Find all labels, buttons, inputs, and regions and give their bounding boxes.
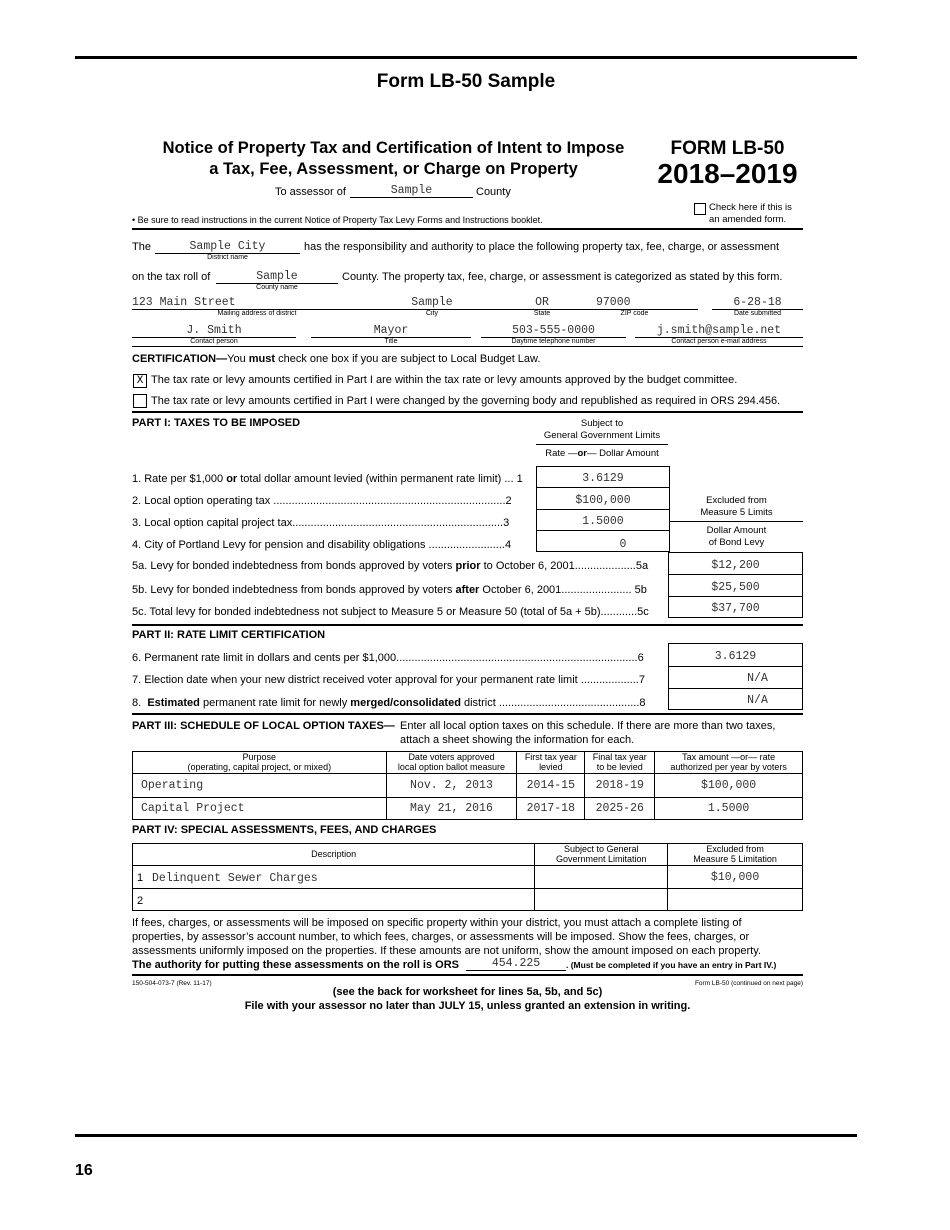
line5a-value[interactable]: $12,200	[711, 559, 760, 572]
line1-label-b: total dollar amount levied (within permanent rate limit) ... 1	[240, 473, 523, 485]
part3-header-first	[517, 752, 585, 774]
title-field[interactable]: Mayor	[311, 324, 471, 338]
zip-caption: ZIP code	[620, 310, 649, 317]
district-name-caption: District name	[207, 254, 248, 261]
part3-row2-amount[interactable]: 1.5000	[655, 798, 803, 820]
email-field[interactable]: j.smith@sample.net	[635, 324, 803, 338]
line5a-label-prior: prior	[455, 560, 481, 572]
part2-rule	[132, 713, 803, 715]
authority-note: . (Must be completed if you have an entry in Part IV.)	[566, 960, 777, 970]
line8-label-b: district ..............................................8	[464, 697, 646, 709]
part1-rule	[132, 624, 803, 626]
certification-must: must	[248, 353, 276, 365]
part1-title: PART I: TAXES TO BE IMPOSED	[132, 417, 301, 429]
part4-header-excluded	[668, 844, 803, 866]
form-code: 150-504-073-7 (Rev. 11-17)	[132, 980, 212, 987]
bottom-rule	[75, 1134, 857, 1137]
part1-excluded-rule	[670, 521, 803, 522]
part4-header-excluded-1: Excluded from	[706, 844, 764, 854]
line8-estimated: Estimated	[147, 697, 200, 709]
line5b-label	[132, 584, 664, 597]
part1-col-rate	[536, 448, 668, 459]
line7-label: 7. Election date when your new district received voter approval for your permanent rate limit ...................7	[132, 674, 645, 686]
line8-merged: merged/consolidated	[350, 697, 461, 709]
form-title-line2: a Tax, Fee, Assessment, or Charge on Property	[209, 160, 578, 178]
footer-line2: File with your assessor no later than JULY 15, unless granted an extension in writing.	[244, 1000, 691, 1012]
line5b-label-after: after	[455, 584, 480, 596]
line8-label	[132, 697, 664, 710]
part3-header-purpose-2: (operating, capital project, or mixed)	[187, 761, 332, 772]
part4-row1-excluded[interactable]: $10,000	[668, 866, 803, 889]
zip-field[interactable]: 97000	[582, 296, 698, 310]
authority-ors-field[interactable]: 454.225	[466, 957, 566, 971]
district-the: The	[132, 241, 151, 253]
part3-row2-first[interactable]: 2017-18	[517, 798, 585, 820]
certification-you: You	[227, 353, 246, 365]
district-rule	[132, 346, 803, 347]
part1-rate-divider	[536, 487, 670, 488]
part4-rule	[132, 974, 803, 976]
part3-row2-purpose[interactable]: Capital Project	[133, 798, 387, 820]
district-name-field[interactable]: Sample City	[155, 240, 300, 254]
table-row	[133, 866, 803, 889]
part3-header-date-1: Date voters approved	[408, 752, 495, 762]
part3-header-final-2: to be levied	[596, 761, 643, 772]
line3-value[interactable]: 1.5000	[582, 515, 624, 528]
part3-header-date-2: local option ballot measure	[397, 761, 505, 772]
certification-option1-text: The tax rate or levy amounts certified in Part I are within the tax rate or levy amounts approved by the budget committee.	[151, 374, 738, 386]
part4-header-subject-2: Government Limitation	[555, 853, 647, 864]
top-rule	[75, 56, 857, 59]
county-name-field[interactable]: Sample	[216, 270, 338, 284]
part1-bond-divider	[668, 574, 803, 575]
table-row	[133, 774, 803, 798]
date-submitted-caption: Date submitted	[733, 310, 782, 317]
part1-rate-divider	[536, 509, 670, 510]
part1-col-excluded-1: Excluded from	[706, 495, 767, 506]
page-heading: Form LB-50 Sample	[376, 71, 556, 92]
part4-title: PART IV: SPECIAL ASSESSMENTS, FEES, AND CHARGES	[132, 824, 437, 836]
part4-header-description: Description	[133, 844, 535, 866]
part3-header-final-1: Final tax year	[592, 752, 647, 762]
title-caption: Title	[384, 338, 398, 345]
part3-header-date	[386, 752, 517, 774]
part4-row2-description-cell	[133, 889, 535, 911]
line5b-value[interactable]: $25,500	[711, 581, 760, 594]
part2-title: PART II: RATE LIMIT CERTIFICATION	[132, 629, 326, 641]
certification-label: CERTIFICATION—	[132, 353, 228, 365]
footer-line1: (see the back for worksheet for lines 5a, 5b, and 5c)	[332, 986, 603, 998]
line5c-value[interactable]: $37,700	[711, 602, 760, 615]
part3-header-amount-2: authorized per year by voters	[670, 761, 787, 772]
part1-bond-divider	[668, 596, 803, 597]
part3-row1-first[interactable]: 2014-15	[517, 774, 585, 798]
line8-value[interactable]: N/A	[747, 694, 768, 707]
line5a-label	[132, 560, 664, 573]
line2-value[interactable]: $100,000	[575, 494, 631, 507]
assessor-county-field[interactable]: Sample	[350, 184, 473, 198]
part1-col-bond-2: of Bond Levy	[708, 537, 765, 548]
email-caption: Contact person e-mail address	[671, 338, 767, 345]
amended-checkbox[interactable]	[694, 203, 706, 215]
part1-col-bond-1: Dollar Amount	[706, 525, 767, 536]
form-id: FORM LB-50	[670, 138, 785, 159]
table-row	[133, 889, 803, 911]
line5b-label-b: October 6, 2001....................... 5b	[482, 584, 647, 596]
part4-header-excluded-2: Measure 5 Limitation	[693, 853, 777, 864]
part1-col-rate-b: — Dollar Amount	[586, 448, 659, 459]
part3-row1-purpose[interactable]: Operating	[133, 774, 387, 798]
table-row	[133, 798, 803, 820]
amended-label-2: an amended form.	[709, 214, 787, 225]
mailing-address-caption: Mailing address of district	[217, 310, 297, 317]
local-option-taxes-table	[132, 751, 803, 820]
line3-label: 3. Local option capital project tax.....................................................................3	[132, 517, 510, 529]
line4-label: 4. City of Portland Levy for pension and disability obligations .........................4	[132, 539, 512, 551]
part3-header-amount-1: Tax amount —or— rate	[682, 752, 776, 762]
header-rule	[132, 228, 803, 230]
contact-person-caption: Contact person	[190, 338, 238, 345]
line8-label-a: permanent rate limit for newly	[202, 697, 348, 709]
mailing-address-field[interactable]: 123 Main Street	[132, 296, 362, 310]
part4-header-subject	[535, 844, 668, 866]
phone-caption: Daytime telephone number	[511, 338, 596, 345]
page-number: 16	[75, 1162, 93, 1179]
instructions-note: • Be sure to read instructions in the current Notice of Property Tax Levy Forms and Instructions booklet.	[132, 215, 543, 225]
line6-label: 6. Permanent rate limit in dollars and cents per $1,000...............................................................................6	[132, 652, 644, 664]
line1-value[interactable]: 3.6129	[582, 472, 624, 485]
part4-row1-description[interactable]: Delinquent Sewer Charges	[152, 872, 318, 885]
part3-desc-1: Enter all local option taxes on this schedule. If there are more than two taxes,	[400, 720, 776, 732]
certification-heading	[132, 353, 540, 366]
city-field[interactable]: Sample	[362, 296, 502, 310]
part3-row2-final[interactable]: 2025-26	[585, 798, 655, 820]
part3-row1-date[interactable]: Nov. 2, 2013	[386, 774, 517, 798]
part3-title: PART III: SCHEDULE OF LOCAL OPTION TAXES—	[132, 720, 395, 732]
city-caption: City	[425, 310, 439, 317]
part2-divider	[668, 688, 803, 689]
part4-row1-num: 1	[137, 872, 144, 884]
line1-label-a: 1. Rate per $1,000	[132, 473, 224, 485]
line5a-label-b: to October 6, 2001....................5a	[483, 560, 649, 572]
part4-row1-description-cell	[133, 866, 535, 889]
assessor-prefix: To assessor of	[275, 186, 346, 198]
part3-header-purpose	[133, 752, 387, 774]
line4-value[interactable]: 0	[619, 538, 627, 551]
line6-value[interactable]: 3.6129	[714, 650, 757, 663]
part3-header-amount	[655, 752, 803, 774]
form-title-line1: Notice of Property Tax and Certification of Intent to Impose	[162, 139, 625, 157]
part3-row1-final[interactable]: 2018-19	[585, 774, 655, 798]
line5c-label: 5c. Total levy for bonded indebtedness not subject to Measure 5 or Measure 50 (total of 5a + 5b)............5c	[132, 606, 649, 618]
part3-header-row	[133, 752, 803, 774]
certification-rule	[132, 411, 803, 413]
certification-option1-checkbox[interactable]: X	[133, 374, 147, 388]
date-submitted-field[interactable]: 6-28-18	[712, 296, 803, 310]
part4-note-1: If fees, charges, or assessments will be imposed on specific property within your district, you must attach a complete listing of	[132, 917, 742, 929]
part1-col-subject-1: Subject to	[580, 418, 624, 429]
line7-value[interactable]: N/A	[747, 672, 768, 685]
part2-divider	[668, 666, 803, 667]
part1-col-rate-or: or	[577, 448, 587, 459]
special-assessments-table	[132, 843, 803, 911]
part3-row2-date[interactable]: May 21, 2016	[386, 798, 517, 820]
part1-col-rate-a: Rate —	[545, 448, 578, 459]
state-caption: State	[533, 310, 551, 317]
part4-header-subject-1: Subject to General	[563, 844, 639, 854]
part3-desc-2: attach a sheet showing the information for each.	[400, 734, 635, 746]
line8-num: 8.	[132, 697, 142, 709]
part1-rate-divider	[536, 530, 670, 531]
line1-label	[132, 473, 523, 486]
part4-note-3: assessments uniformly imposed on the properties. If these amounts are not uniform, show the amount imposed on each property.	[132, 945, 761, 957]
form-continued: Form LB-50 (continued on next page)	[694, 980, 803, 987]
part3-header-purpose-1: Purpose	[242, 752, 277, 762]
part1-col-excluded-2: Measure 5 Limits	[700, 507, 773, 518]
line5b-label-a: 5b. Levy for bonded indebtedness from bonds approved by voters	[132, 584, 453, 596]
line5a-label-a: 5a. Levy for bonded indebtedness from bonds approved by voters	[132, 560, 453, 572]
part4-note-2: properties, by assessor’s account number, to which fees, charges, or assessments will be imposed. Show the fees, charges, or	[132, 931, 750, 943]
part3-header-first-2: levied	[539, 761, 563, 772]
part3-row1-amount[interactable]: $100,000	[655, 774, 803, 798]
part4-row1-subject[interactable]	[535, 866, 668, 889]
certification-option2-checkbox[interactable]	[133, 394, 147, 408]
line2-label: 2. Local option operating tax ............................................................................2	[132, 495, 512, 507]
part4-header-row	[133, 844, 803, 866]
tax-roll-suffix: County. The property tax, fee, charge, or assessment is categorized as stated by this form.	[342, 271, 783, 283]
part1-col-subject-2: General Government Limits	[543, 430, 661, 441]
contact-person-field[interactable]: J. Smith	[132, 324, 296, 338]
part4-row2-subject[interactable]	[535, 889, 668, 911]
county-name-caption: County name	[256, 284, 298, 291]
line1-label-or: or	[226, 473, 238, 485]
certification-instruction: check one box if you are subject to Local Budget Law.	[278, 353, 541, 365]
part3-header-final	[585, 752, 655, 774]
part4-row2-excluded[interactable]	[668, 889, 803, 911]
authority-label: The authority for putting these assessments on the roll is ORS	[132, 959, 459, 971]
phone-field[interactable]: 503-555-0000	[481, 324, 626, 338]
certification-option2-text: The tax rate or levy amounts certified in Part I were changed by the governing body and republished as required in ORS 294.456.	[151, 395, 781, 407]
form-year: 2018–2019	[657, 158, 798, 189]
state-field[interactable]: OR	[502, 296, 582, 310]
part4-row2-num: 2	[137, 894, 144, 907]
district-responsibility-text: has the responsibility and authority to place the following property tax, fee, charge, or assessment	[304, 241, 780, 253]
part1-col-subject-rule	[536, 444, 668, 445]
amended-label-1: Check here if this is	[709, 202, 792, 213]
part3-header-first-1: First tax year	[524, 752, 577, 762]
assessor-suffix: County	[476, 186, 511, 198]
tax-roll-prefix: on the tax roll of	[132, 271, 211, 283]
